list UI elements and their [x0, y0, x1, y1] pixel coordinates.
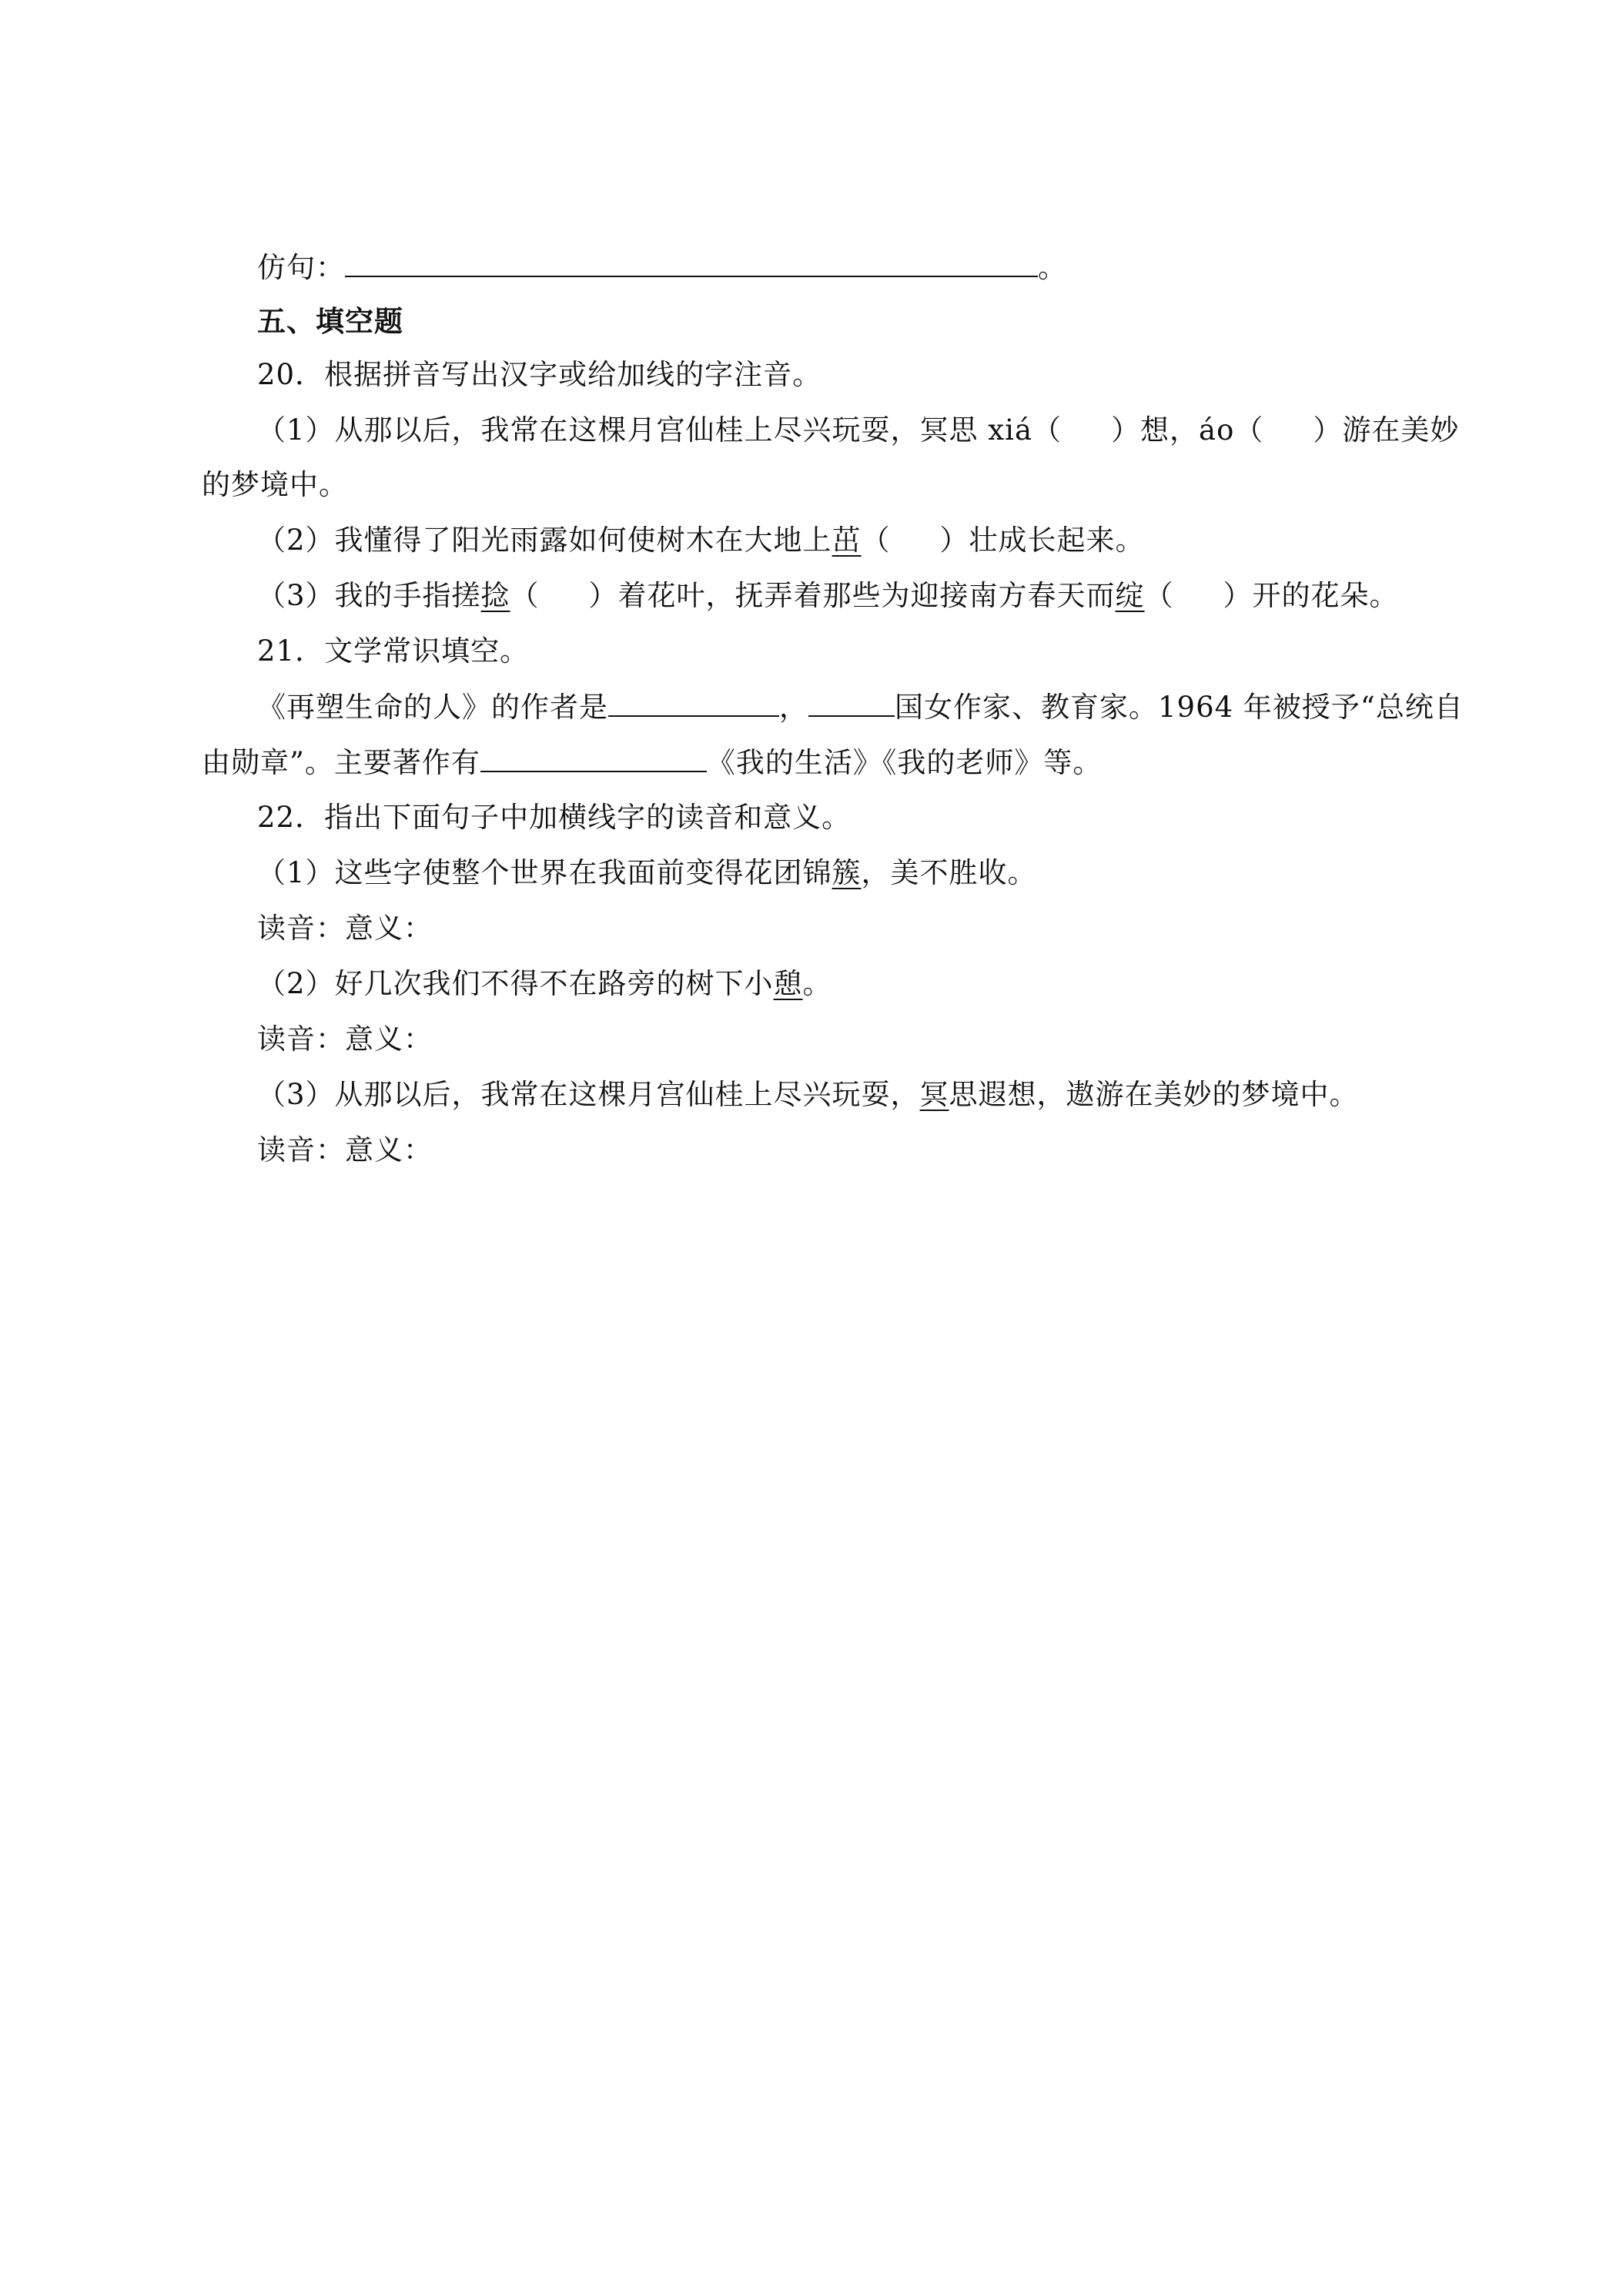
q20-sub2-text-b: （ [861, 524, 891, 557]
q21-line2 [202, 743, 1102, 782]
q21-text-e: 《我的生活》《我的老师》等。 [706, 746, 1103, 779]
author-blank[interactable] [608, 688, 779, 717]
q20-sub1-text-b: ）想，áo（ [1111, 413, 1264, 447]
q20-sub3-text-d: （ [1144, 579, 1174, 612]
answer-line[interactable]: 读音：意义： [257, 912, 433, 945]
q22-sub2-text-b: 。 [802, 967, 832, 1000]
underlined-char: 憩 [773, 967, 803, 1000]
q22-sub3-text-b: 思遐想，遨游在美妙的梦境中。 [949, 1078, 1359, 1111]
works-blank[interactable] [480, 743, 707, 772]
q20-sub3 [257, 577, 1399, 615]
country-blank[interactable] [808, 688, 895, 717]
q20-sub3-text-e: ）开的花朵。 [1223, 579, 1399, 612]
q22-sub1-text-b: ，美不胜收。 [861, 856, 1037, 889]
q20-sub1-continued: 的梦境中。 [202, 468, 348, 501]
underlined-char: 茁 [832, 524, 862, 557]
fangju-label: 仿句： [257, 251, 345, 284]
q22-stem: 22．指出下面句子中加横线字的读音和意义。 [257, 801, 852, 834]
fangju-end: 。 [1038, 251, 1067, 284]
underlined-char: 捻 [480, 579, 510, 612]
q22-sub3-text-a: （3）从那以后，我常在这棵月宫仙桂上尽兴玩耍， [257, 1078, 920, 1111]
q20-sub2 [257, 521, 1145, 560]
answer-line[interactable]: 读音：意义： [257, 1022, 433, 1056]
q21-line1 [257, 688, 1464, 727]
fangju-line [257, 248, 1067, 287]
q20-sub2-text-a: （2）我懂得了阳光雨露如何使树木在大地上 [257, 524, 832, 557]
q22-sub1-text-a: （1）这些字使整个世界在我面前变得花团锦 [257, 856, 832, 889]
underlined-char: 冥 [919, 1078, 949, 1111]
section-title: 五、填空题 [257, 304, 403, 338]
q22-sub2 [257, 965, 832, 1003]
q20-sub2-text-c: ）壮成长起来。 [939, 524, 1145, 557]
fangju-blank[interactable] [345, 248, 1038, 277]
answer-line[interactable]: 读音：意义： [257, 1133, 433, 1166]
q22-sub3 [257, 1076, 1359, 1114]
q21-text-a: 《再塑生命的人》的作者是 [257, 691, 608, 724]
q22-sub2-text-a: （2）好几次我们不得不在路旁的树下小 [257, 967, 774, 1000]
q22-sub1 [257, 854, 1037, 892]
q20-stem: 20．根据拼音写出汉字或给加线的字注音。 [257, 358, 822, 391]
underlined-char: 绽 [1115, 579, 1145, 612]
q20-sub3-text-a: （3）我的手指搓 [257, 579, 481, 612]
underlined-char: 簇 [832, 856, 862, 889]
q20-sub1-text-c: ）游在美妙 [1313, 413, 1460, 447]
q21-text-c: 国女作家、教育家。1964 年被授予“总统自 [895, 691, 1464, 724]
q21-text-b: ， [779, 691, 808, 724]
q21-stem: 21．文学常识填空。 [257, 634, 530, 668]
q20-sub1-text-a: （1）从那以后，我常在这棵月宫仙桂上尽兴玩耍，冥思 xiá（ [257, 413, 1062, 447]
q21-text-d: 由勋章”。主要著作有 [202, 746, 480, 779]
q20-sub1 [257, 411, 1459, 450]
q20-sub3-text-c: ）着花叶，抚弄着那些为迎接南方春天而 [588, 579, 1116, 612]
q20-sub3-text-b: （ [510, 579, 540, 612]
